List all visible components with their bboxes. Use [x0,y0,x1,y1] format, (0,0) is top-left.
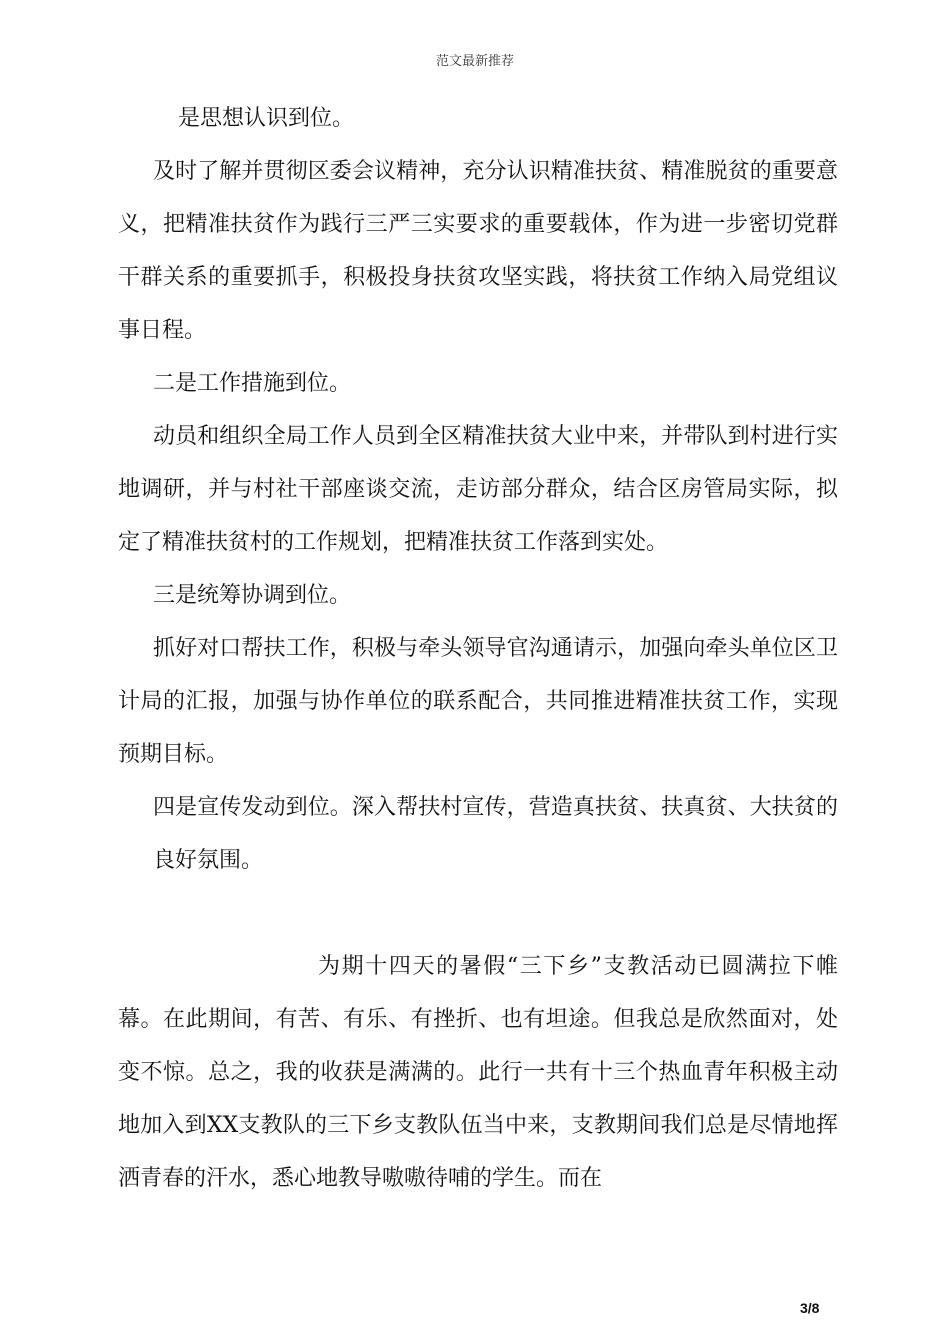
section-gap [118,887,838,940]
page-header: 范文最新推荐 [435,54,514,69]
paragraph-3: 二是工作措施到位。 [153,371,352,396]
paragraph-1: 是思想认识到位。 [178,106,355,131]
paragraph-2: 及时了解并贯彻区委会议精神，充分认识精准扶贫、精准脱贫的重要意义，把精准扶贫作为践行三严三实要求的重要载体，作为进一步密切党群干群关系的重要抓手，积极投身扶贫攻坚实践，将扶贫工作纳入局党组议事日程。 [118,159,838,343]
page-number: 3/8 [800,1300,820,1316]
document-body [118,92,838,1205]
paragraph-7: 四是宣传发动到位。深入帮扶村宣传，营造真扶贫、扶真贫、大扶贫的良好氛围。 [153,795,838,873]
paragraph-4: 动员和组织全局工作人员到全区精准扶贫大业中来，并带队到村进行实地调研，并与村社干部座谈交流，走访部分群众，结合区房管局实际，拟定了精准扶贫村的工作规划，把精准扶贫工作落到实处。 [118,424,838,555]
paragraph-5: 三是统筹协调到位。 [153,583,352,608]
paragraph-8: 为期十四天的暑假“三下乡”支教活动已圆满拉下帷幕。在此期间，有苦、有乐、有挫折、也有坦途。但我总是欣然面对，处变不惊。总之，我的收获是满满的。此行一共有十三个热血青年积极主动地加入到XX支教队的三下乡支教队伍当中来，支教期间我们总是尽情地挥洒青春的汗水，悉心地教导嗷嗷待哺的学生。而在 [118,954,838,1191]
paragraph-6: 抓好对口帮扶工作，积极与牵头领导官沟通请示，加强向牵头单位区卫计局的汇报，加强与协作单位的联系配合，共同推进精准扶贫工作，实现预期目标。 [118,636,838,767]
